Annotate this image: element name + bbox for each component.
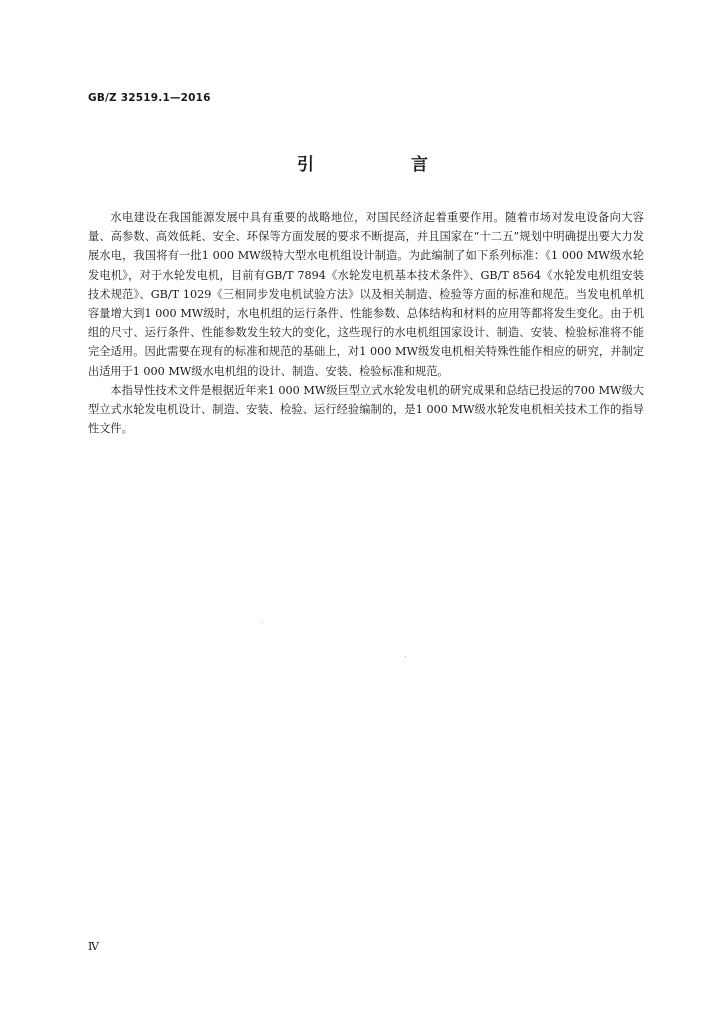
page-number: Ⅳ: [88, 940, 99, 953]
standard-code: GB/Z 32519.1—2016: [88, 92, 211, 104]
introduction-body: [88, 208, 644, 438]
scan-speck: [262, 622, 263, 623]
paragraph-1: 水电建设在我国能源发展中具有重要的战略地位，对国民经济起着重要作用。随着市场对发电设备向大容量、高参数、高效低耗、安全、环保等方面发展的要求不断提高，并且国家在“十二五”规划中明确提出要大力发展水电，我国将有一批1 000 MW级特大型水电机组设计制造。为此编制了如下系列标准：《1 000 MW级水轮发电机》，对于水轮发电机，目前有GB/T 7894《水轮发电机基本技术条件》、GB/T 8564《水轮发电机组安装技术规范》、GB/T 1029《三相同步发电机试验方法》以及相关制造、检验等方面的标准和规范。当发电机单机容量增大到1 000 MW级时，水电机组的运行条件、性能参数、总体结构和材料的应用等都将发生变化。由于机组的尺寸、运行条件、性能参数发生较大的变化，这些现行的水电机组国家设计、制造、安装、检验标准将不能完全适用。因此需要在现有的标准和规范的基础上，对1 000 MW级发电机相关特殊性能作相应的研究，并制定出适用于1 000 MW级水电机组的设计、制造、安装、检验标准和规范。: [88, 211, 644, 378]
paragraph-2: 本指导性技术文件是根据近年来1 000 MW级巨型立式水轮发电机的研究成果和总结已投运的700 MW级大型立式水轮发电机设计、制造、安装、检验、运行经验编制的，是1 000 MW级水轮发电机相关技术工作的指导性文件。: [88, 383, 644, 436]
page-title: 引 言: [297, 155, 468, 175]
scan-speck: [405, 656, 406, 657]
